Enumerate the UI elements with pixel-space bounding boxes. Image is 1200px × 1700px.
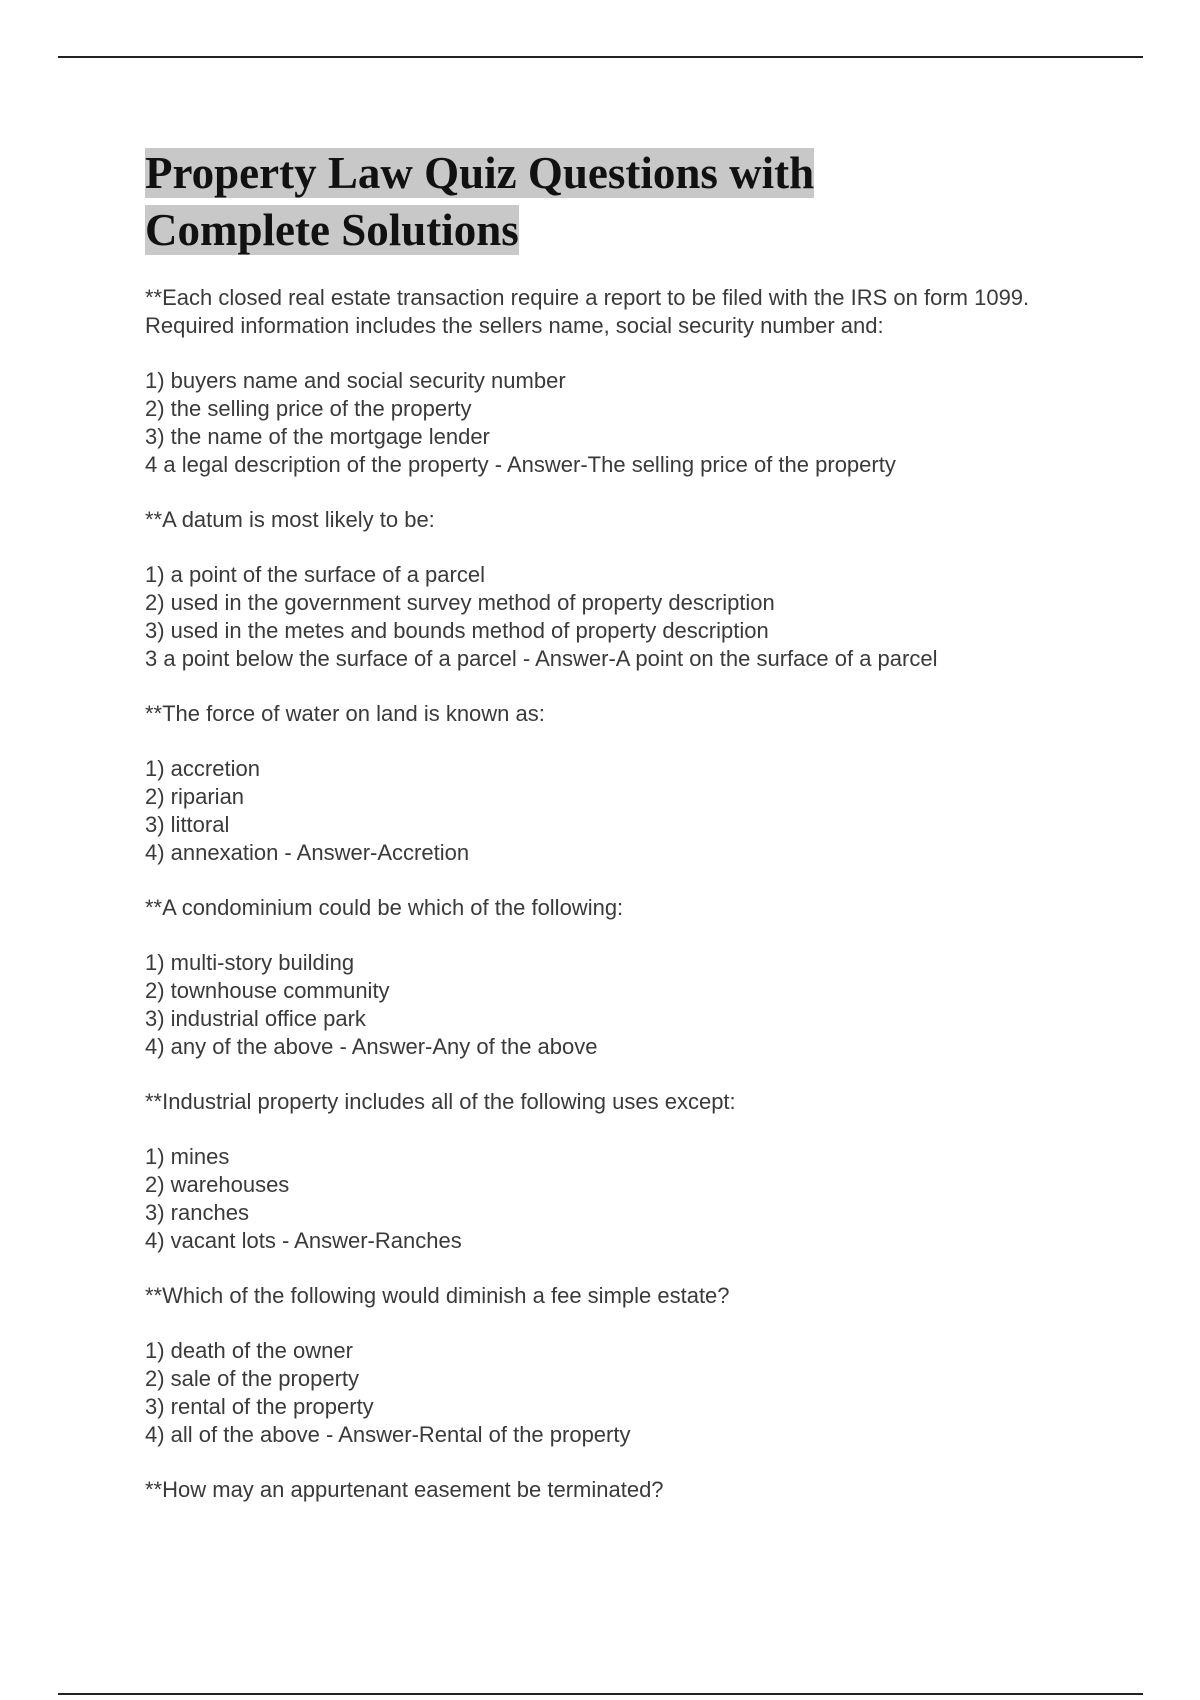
question-text: **Which of the following would diminish a fee simple estate?	[145, 1283, 730, 1308]
answer-option: 4 a legal description of the property - Answer-The selling price of the property	[145, 452, 896, 477]
answer-options	[145, 949, 1105, 1061]
title-line-1: Property Law Quiz Questions with	[145, 148, 815, 198]
question-text: **Each closed real estate transaction require a report to be filed with the IRS on form 1099. Required information includes the sellers name, social security number and:	[145, 285, 1030, 338]
answer-options	[145, 1143, 1105, 1255]
question-block	[145, 284, 1105, 479]
answer-option: 4) vacant lots - Answer-Ranches	[145, 1228, 462, 1253]
answer-option: 3 a point below the surface of a parcel - Answer-A point on the surface of a parcel	[145, 646, 938, 671]
answer-option: 1) mines	[145, 1144, 230, 1169]
answer-option: 2) townhouse community	[145, 978, 390, 1003]
question-block	[145, 700, 1105, 867]
answer-options	[145, 755, 1105, 867]
question-block	[145, 894, 1105, 1061]
question-block	[145, 1476, 1105, 1504]
footer-rule	[58, 1693, 1143, 1695]
question-text: **A condominium could be which of the following:	[145, 895, 624, 920]
question-block	[145, 1282, 1105, 1449]
answer-option: 3) ranches	[145, 1200, 249, 1225]
answer-option: 2) used in the government survey method of property description	[145, 590, 775, 615]
answer-option: 1) multi-story building	[145, 950, 355, 975]
answer-option: 1) buyers name and social security number	[145, 368, 566, 393]
answer-option: 2) the selling price of the property	[145, 396, 472, 421]
answer-options	[145, 561, 1105, 673]
title-line-2: Complete Solutions	[145, 205, 519, 255]
question-block	[145, 506, 1105, 673]
answer-options	[145, 1337, 1105, 1449]
question-list	[145, 284, 1105, 1504]
answer-option: 3) industrial office park	[145, 1006, 366, 1031]
document-body	[145, 145, 1105, 1531]
answer-option: 3) littoral	[145, 812, 230, 837]
answer-option: 4) any of the above - Answer-Any of the above	[145, 1034, 598, 1059]
answer-option: 1) accretion	[145, 756, 260, 781]
question-text: **The force of water on land is known as:	[145, 701, 545, 726]
answer-option: 1) a point of the surface of a parcel	[145, 562, 485, 587]
answer-option: 1) death of the owner	[145, 1338, 353, 1363]
page-title	[145, 145, 1105, 259]
question-text: **Industrial property includes all of the following uses except:	[145, 1089, 736, 1114]
question-text: **A datum is most likely to be:	[145, 507, 435, 532]
answer-option: 4) annexation - Answer-Accretion	[145, 840, 470, 865]
question-block	[145, 1088, 1105, 1255]
answer-option: 2) sale of the property	[145, 1366, 360, 1391]
answer-option: 3) rental of the property	[145, 1394, 374, 1419]
answer-option: 2) warehouses	[145, 1172, 290, 1197]
answer-options	[145, 367, 1105, 479]
header-rule	[58, 56, 1143, 58]
answer-option: 3) used in the metes and bounds method of property description	[145, 618, 769, 643]
answer-option: 4) all of the above - Answer-Rental of the property	[145, 1422, 631, 1447]
answer-option: 3) the name of the mortgage lender	[145, 424, 490, 449]
answer-option: 2) riparian	[145, 784, 245, 809]
question-text: **How may an appurtenant easement be terminated?	[145, 1477, 664, 1502]
